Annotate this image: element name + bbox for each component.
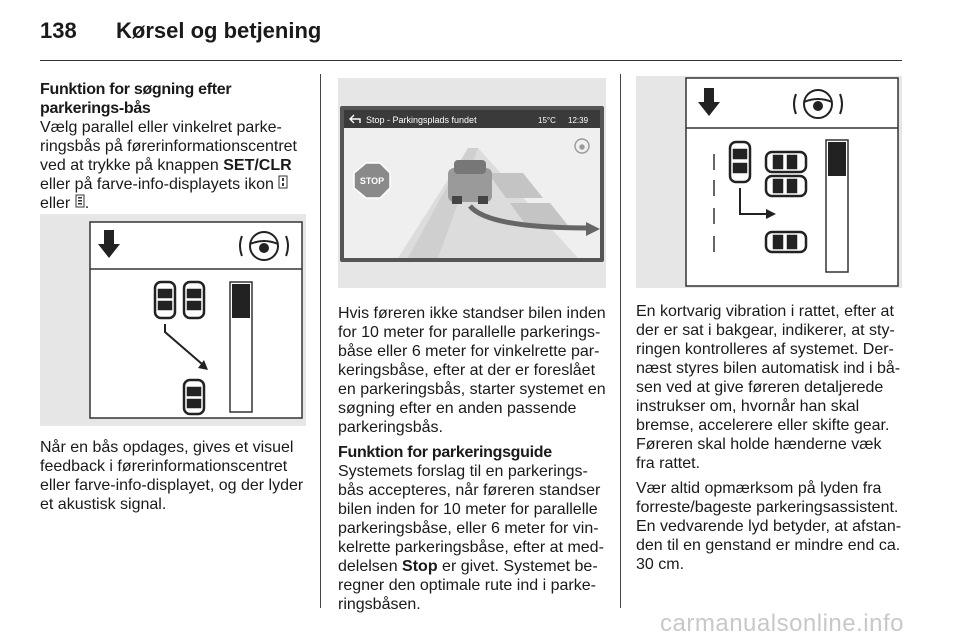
stop-message-label: Stop — [402, 558, 438, 575]
perpendicular-parking-icon — [75, 195, 85, 212]
column-1 — [40, 80, 308, 219]
search-function-paragraph: Vælg parallel eller vinkelret parke-ringsbås på førerinformationscentret ved at trykke på knappen SET/CLR eller på farve-info-displayets ikon eller . — [40, 119, 297, 212]
search-paragraph-text: Vælg parallel eller vinkelret parke-ringsbås på førerinformationscentret ved at trykke på knappen — [40, 119, 297, 174]
header-rule — [40, 60, 902, 61]
stop-sign-label: STOP — [359, 176, 385, 186]
display-temperature: 15°C — [538, 116, 556, 125]
distance-bar — [230, 282, 252, 412]
search-again-paragraph: Hvis føreren ikke standser bilen inden for 10 meter for parallelle parkerings-båse eller 6 meter for vinkelrette par-keringsbåse, efter at der er foreslået en parkeringsbås, starter systemet en søgning efter en anden passende parkeringsbås. — [338, 305, 606, 436]
set-clr-button-label: SET/CLR — [223, 157, 292, 174]
column-3 — [636, 302, 904, 580]
guide-paragraph-text-2: er givet. Systemet be-regner den optimale rute ind i parke-ringsbåsen. — [338, 558, 598, 613]
search-paragraph-text-2: eller på farve-info-displayets ikon — [40, 176, 279, 193]
search-paragraph-or: eller — [40, 195, 75, 212]
display-title: Stop - Parkingsplads fundet — [366, 115, 477, 125]
stop-display-figure — [338, 78, 606, 288]
page-number: 138 — [40, 18, 77, 43]
search-function-heading: Funktion for søgning efter parkerings-bås — [40, 81, 232, 117]
parking-guide-paragraph — [338, 462, 608, 614]
stop-sign-icon — [354, 163, 390, 198]
parallel-parking-icon — [278, 176, 288, 193]
guide-paragraph-text: Systemets forslag til en parkerings-bås accepteres, når føreren standser bilen inden for 10 meter for parallelle parkeringsbåse, eller 6 meter for vin-kelrette parkeringsbåse, efter at med-delelsen — [338, 463, 604, 575]
column-divider-1 — [320, 74, 321, 608]
watermark: carmanualsonline.info — [660, 610, 904, 637]
sound-paragraph: Vær altid opmærksom på lyden fra forreste/bageste parkeringsassistent. En vedvarende lyd betyder, at afstan-den til en genstand er mindre end ca. 30 cm. — [636, 480, 902, 573]
car-rear-icon — [448, 160, 492, 204]
distance-bar — [826, 140, 848, 272]
column-1-lower — [40, 438, 310, 520]
parking-guidance-figure — [636, 76, 902, 288]
vibration-paragraph: En kortvarig vibration i rattet, efter at der er sat i bakgear, indikerer, at sty-ringen kontrolleres af systemet. Der-næst styres bilen automatisk ind i bå-sen ved at give føreren detaljerede instrukser om, hvornår han skal bremse, accelerere eller skifte gear. Føreren skal holde hænderne væk fra rattet. — [636, 303, 901, 472]
parking-guide-heading: Funktion for parkeringsguide — [338, 444, 552, 461]
column-2 — [338, 304, 608, 620]
space-detected-paragraph: Når en bås opdages, gives et visuel feedback i førerinformationscentret eller farve-info-displayet, og der lyder et akustisk signal. — [40, 439, 304, 513]
parking-space-detection-figure — [40, 214, 306, 426]
chapter-title: Kørsel og betjening — [116, 18, 322, 43]
display-time: 12:39 — [568, 116, 589, 125]
column-divider-2 — [620, 74, 621, 608]
